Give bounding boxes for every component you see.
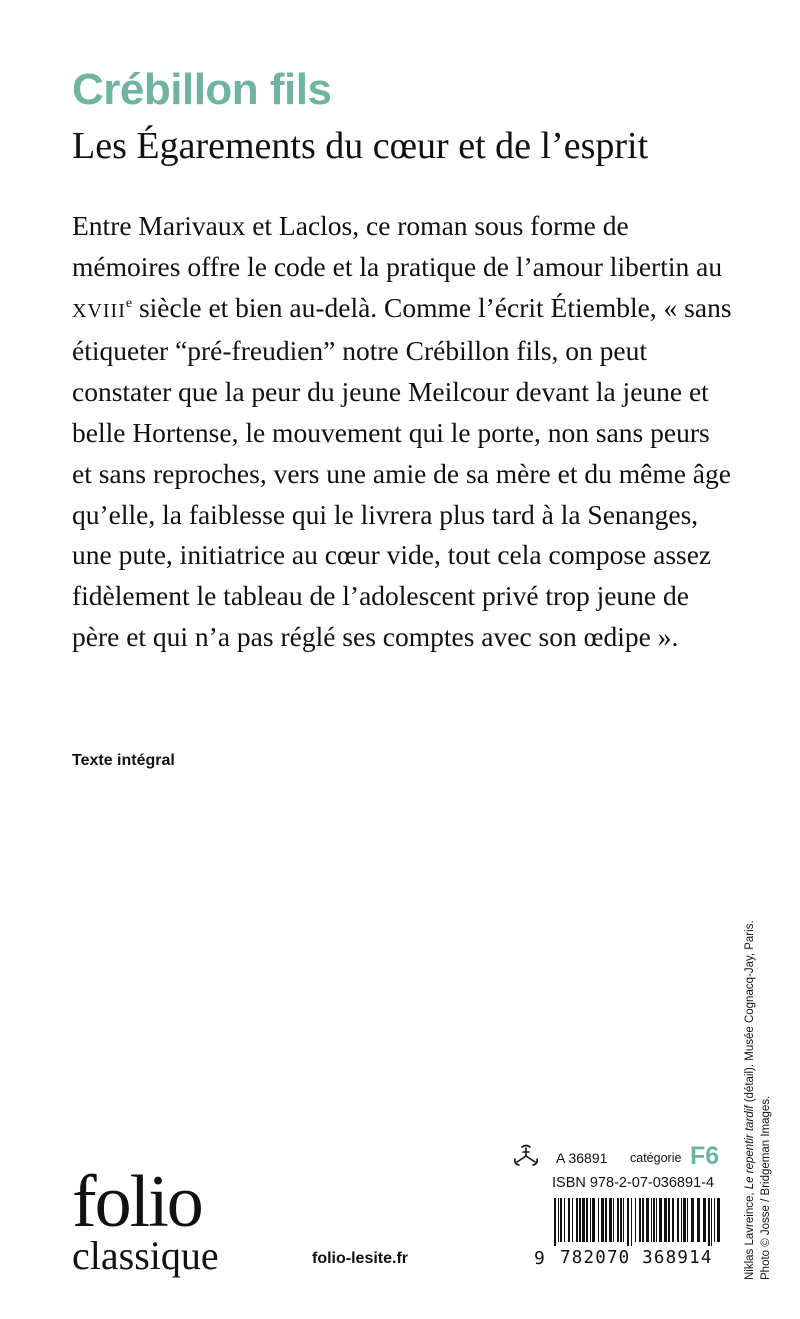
author-name: Crébillon fils [72, 65, 332, 114]
blurb-century-suffix: e [125, 295, 133, 311]
barcode-bar [568, 1198, 570, 1242]
barcode-bar [717, 1198, 720, 1242]
barcode-bar [598, 1198, 599, 1242]
barcode-bar [646, 1198, 649, 1242]
barcode-bar [554, 1198, 556, 1246]
artwork-title: Le repentir tardif [744, 1105, 756, 1190]
barcode-bar [659, 1198, 662, 1242]
barcode-bar [642, 1198, 644, 1242]
barcode-bar [631, 1198, 632, 1246]
barcode-bar [609, 1198, 612, 1242]
barcode-first-digit: 9 [534, 1248, 545, 1269]
barcode-bar [617, 1198, 619, 1242]
barcode-bar [586, 1198, 588, 1242]
barcode-bar [697, 1198, 700, 1242]
category-code: F6 [690, 1142, 720, 1170]
barcode-bar [672, 1198, 674, 1242]
catalog-number: A 36891 [556, 1150, 608, 1166]
barcode-bar [653, 1198, 655, 1242]
barcode-bar [714, 1198, 715, 1242]
publisher-info [512, 1142, 722, 1172]
barcode-bar [627, 1198, 629, 1246]
barcode-bar [677, 1198, 679, 1242]
isbn: ISBN 978-2-07-036891-4 [552, 1175, 715, 1191]
barcode-bar [601, 1198, 604, 1242]
barcode-bars [552, 1198, 722, 1246]
barcode-bar [708, 1198, 710, 1246]
blurb-text-start: Entre Marivaux et Laclos, ce roman sous forme de mémoires offre le code et la pratique de l’amour libertin au [72, 210, 723, 282]
barcode-bar [590, 1198, 591, 1242]
barcode-bar [564, 1198, 565, 1242]
barcode-bar [560, 1198, 562, 1242]
blurb-century: XVIII [72, 299, 126, 322]
barcode-bar [576, 1198, 578, 1242]
barcode-bar [592, 1198, 595, 1242]
barcode-bar [664, 1198, 667, 1242]
barcode-bar [683, 1198, 686, 1242]
barcode-bar [703, 1198, 706, 1242]
photo-credit-line-1: Niklas Lavreince, Le repentir tardif (détail). Musée Cognacq-Jay, Paris. [744, 920, 756, 1280]
texte-integral-label: Texte intégral [72, 752, 175, 769]
folio-classique-logo [72, 1161, 219, 1278]
barcode-digits: 782070 368914 [560, 1248, 713, 1268]
barcode-bar [711, 1198, 712, 1246]
back-cover-blurb [72, 206, 732, 658]
barcode-bar [613, 1198, 614, 1242]
logo-folio: folio [72, 1161, 202, 1243]
barcode [534, 1198, 724, 1278]
publisher-website: folio-lesite.fr [312, 1250, 409, 1267]
barcode-bar [681, 1198, 682, 1242]
gallimard-emblem-icon [512, 1144, 540, 1175]
photo-credit-line-2: Photo © Josse / Bridgeman Images. [760, 1095, 772, 1280]
barcode-bar [623, 1198, 624, 1242]
barcode-bar [605, 1198, 607, 1242]
barcode-bar [620, 1198, 622, 1242]
barcode-bar [572, 1198, 573, 1242]
barcode-bar [639, 1198, 641, 1242]
barcode-bar [582, 1198, 585, 1242]
barcode-bar [651, 1198, 652, 1242]
barcode-bar [656, 1198, 657, 1242]
barcode-bar [668, 1198, 670, 1242]
photo-credit [742, 860, 776, 1280]
category-label: catégorie [630, 1151, 682, 1165]
book-title: Les Égarements du cœur et de l’esprit [72, 125, 649, 167]
barcode-bar [687, 1198, 688, 1242]
barcode-bar [691, 1198, 694, 1242]
barcode-bar [558, 1198, 559, 1242]
barcode-bar [635, 1198, 636, 1242]
logo-classique: classique [72, 1233, 219, 1278]
barcode-bar [579, 1198, 581, 1242]
blurb-text-end: siècle et bien au-delà. Comme l’écrit Étiemble, « sans étiqueter “pré-freudien” notre Crébillon fils, on peut constater que la peur du jeune Meilcour devant la jeune et belle Hortense, le mouvement qui le porte, non sans peurs et sans reproches, vers une amie de sa mère et du même âge qu’elle, la faiblesse qui le livrera plus tard à la Senanges, une pute, initiatrice au cœur vide, tout cela compose assez fidèlement le tableau de l’adolescent privé trop jeune de père et qui n’a pas réglé ses comptes avec son œdipe ». [72, 291, 732, 652]
